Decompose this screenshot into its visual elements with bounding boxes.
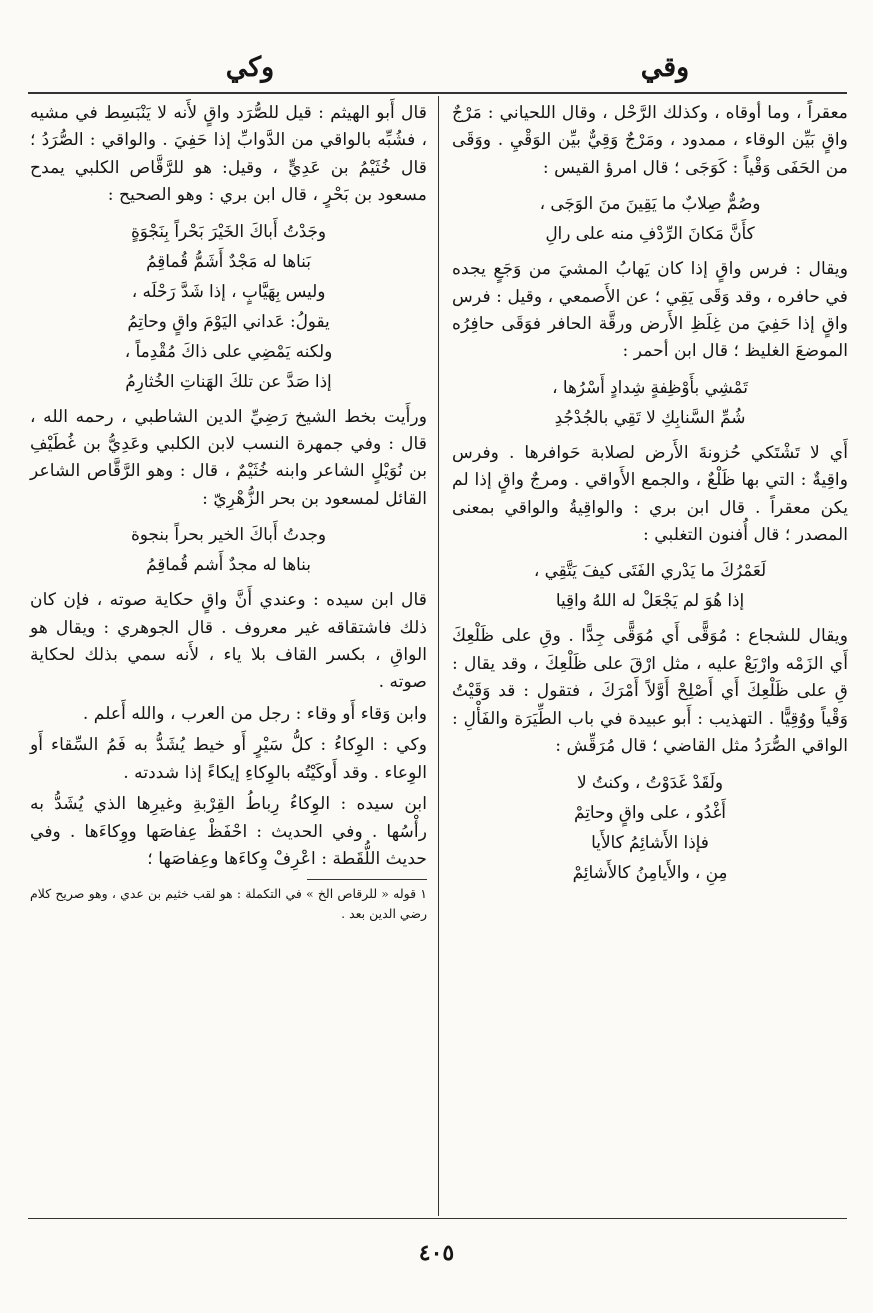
- verse-line: تَمْشِي بأَوْظِفةٍ شِدادٍ أَسْرُها ،: [552, 376, 748, 397]
- verse-block: [452, 188, 848, 248]
- right-column: [452, 100, 848, 895]
- verse-line: يقولُ: عَداني اليَوْمَ واقٍ وحاتِمُ: [127, 310, 330, 331]
- verse-line: لَعَمْرُكَ ما يَدْري الفَتَى كيفَ يَتَّقِي ،: [533, 560, 767, 581]
- entry-paragraph: وكي : الوِكاءُ : كلُّ سَيْرٍ أَو خيط يُشَدُّ به فَمُ السِّقاء أَو الوِعاء . وقد أَوكَيْتُه بالوِكاءِ إيكاءً إذا شددته .: [30, 735, 427, 783]
- footnote: ١ قوله « للرقاص الخ » في التكملة : هو لقب خثيم بن عدي ، وهو صريح كلام رضي الدين بعد .: [30, 886, 427, 922]
- verse-line: أَغْدُو ، على واقٍ وحاتِمْ: [574, 801, 726, 822]
- paragraph: قال ابن سيده : وعندي أَنَّ واقٍ حكاية صوته ، فإن كان ذلك فاشتقاقه غير معروف . قال الجوهري : ويقال هو الواقِ ، بكسر القاف بلا ياء ، لأَنه سمي بذلك لحكاية صوته .: [30, 590, 427, 693]
- verse-line: بناها له مجدٌ أَشم قُماقِمُ: [146, 554, 311, 575]
- left-column: [30, 100, 427, 924]
- verse-line: مِنِ ، والأَيامِنُ كالأَشائِمْ: [572, 861, 728, 882]
- verse-line: وجدتُ أَباكَ الخير بحراً بنجوة: [130, 524, 327, 545]
- verse-line: وصُمٌّ صِلابٌ ما يَقِينَ منَ الوَجَى ،: [539, 193, 761, 214]
- paragraph: أَي لا تَشْتَكي حُزونةَ الأَرض لصلابة حَوافرها . وفرس واقِيةٌ : التي بها ظَلْعٌ ، والجمع الأَواقي . ومرجٌ واقٍ إذا لم يكن معقراً . قال ابن بري : والواقِيةُ والواقي بمعنى المصدر ؛ قال أُفنون التغلبي :: [452, 442, 848, 546]
- verse-line: وجَدْتُ أَباكَ الخَيْرَ بَحْراً بِنَجْوَةٍ: [130, 220, 327, 241]
- paragraph: قال أَبو الهيثم : قيل للصُّرَد واقٍ لأَنه لا يَنْبَسِط في مشيه ، فشُبِّه بالواقي من الدَّوابِّ إذا حَفِيَ . والواقي : الصُّرَدُ ؛ قال خُثَيْمُ بن عَدِيٍّ ، وقيل: هو للرَّقَّاص الكلبي يمدح مسعود بن بَحْرٍ ، قال ابن بري : وهو الصحيح :: [30, 103, 427, 206]
- verse-block: [452, 372, 848, 432]
- verse-line: بَناها له مَجْدٌ أَشَمُّ قُماقِمُ: [146, 250, 311, 271]
- verse-line: فإذا الأَشائِمُ كالأَيا: [591, 831, 709, 852]
- verse-block: [452, 555, 848, 615]
- paragraph: وابن وَقاء أَو وقاء : رجل من العرب ، والله أَعلم .: [82, 703, 427, 724]
- verse-line: وليس بِهَيَّابٍ ، إذا شَدَّ رَحْلَه ،: [131, 280, 326, 301]
- header-rule: [28, 92, 847, 94]
- paragraph: ويقال : فرس واقٍ إذا كان يَهابُ المشيَ من وَجَعٍ يجده في حافره ، وقد وَقَى يَقِي ؛ عن الأَصمعي ، وقيل : فرس واقٍ إذا حَفِيَ من غِلَظِ الأَرض ورقَّة الحافر فوَقَى حافِرُه الموضعَ الغليظ ؛ قال ابن أحمر :: [452, 259, 848, 362]
- verse-line: ولكنه يَمْضِي على ذاكَ مُقْدِماً ،: [124, 340, 333, 361]
- verse-line: إذا صَدَّ عن تلكَ الهَناتِ الخُثارِمُ: [125, 370, 332, 391]
- verse-line: ولَقَدْ غَدَوْتُ ، وكنتُ لا: [577, 771, 723, 792]
- footer-rule: [28, 1218, 847, 1219]
- verse-line: شُمِّ السَّنابِكِ لا تَقِي بالجُدْجُدِ: [554, 406, 746, 427]
- page-header-entry-right: وقي: [640, 52, 690, 83]
- verse-block: [452, 767, 848, 887]
- page-number: ٤٠٥: [418, 1240, 455, 1266]
- page-header-entry-left: وكي: [225, 52, 275, 83]
- column-divider: [438, 96, 439, 1216]
- verse-line: كأَنَّ مَكانَ الرِّدْفِ منه على رالِ: [545, 223, 755, 244]
- verse-block: [30, 216, 427, 396]
- footnote-rule: [307, 879, 427, 880]
- paragraph: ورأَيت بخط الشيخ رَضِيِّ الدين الشاطبي ، رحمه الله ، قال : وفي جمهرة النسب لابن الكلبي وعَدِيُّ بن غُطَيْفِ بن نُوَيْلٍ الشاعر وابنه خُثَيْمٌ ، قال : وهو الرَّقَّاص الشاعر القائل لمسعود بن بحر الزُّهْرِيّ :: [30, 406, 427, 509]
- paragraph: ابن سيده : الوِكاءُ رِباطُ القِرْبةِ وغيرِها الذي يُشَدُّ به رأْسُها . وفي الحديث : احْفَظْ عِفاصَها ووِكاءَها . وفي حديث اللُّقَطة : اعْرِفْ وِكاءَها وعِفاصَها ؛: [30, 794, 427, 869]
- verse-block: [30, 519, 427, 579]
- paragraph: ويقال للشجاع : مُوَقًّى أَي مُوَقًّى جِدًّا . وقِ على ظَلْعِكَ أَي الزَمْه وارْبَعْ عليه ، مثل ارْقَ على ظَلْعِكَ ، وقد يقال : قِ على ظَلْعِكَ أَي أَصْلِحْ أَوَّلاً أَمْرَكَ ، فتقول : قد وَقَيْتُ وَقْياً ووُقِيًّا . التهذيب : أَبو عبيدة في باب الطِّيَرَة والفَأْلِ : الواقي الصُّرَدُ مثل القاضي ؛ قال مُرَقِّش :: [452, 626, 848, 757]
- verse-line: إذا هُوَ لم يَجْعَلْ له اللهُ واقِيا: [555, 590, 745, 611]
- paragraph: معقراً ، وما أوقاه ، وكذلك الرَّحْل ، وقال اللحياني : مَرْجٌ واقٍ بَيِّن الوقاء ، ممدود ، ومَرْجٌ وَقِيٌّ بيِّن الوَقْيِ . ووَقَى من الحَفَى وَقْياً : كَوَجَى ؛ قال امرؤ القيس :: [452, 103, 848, 178]
